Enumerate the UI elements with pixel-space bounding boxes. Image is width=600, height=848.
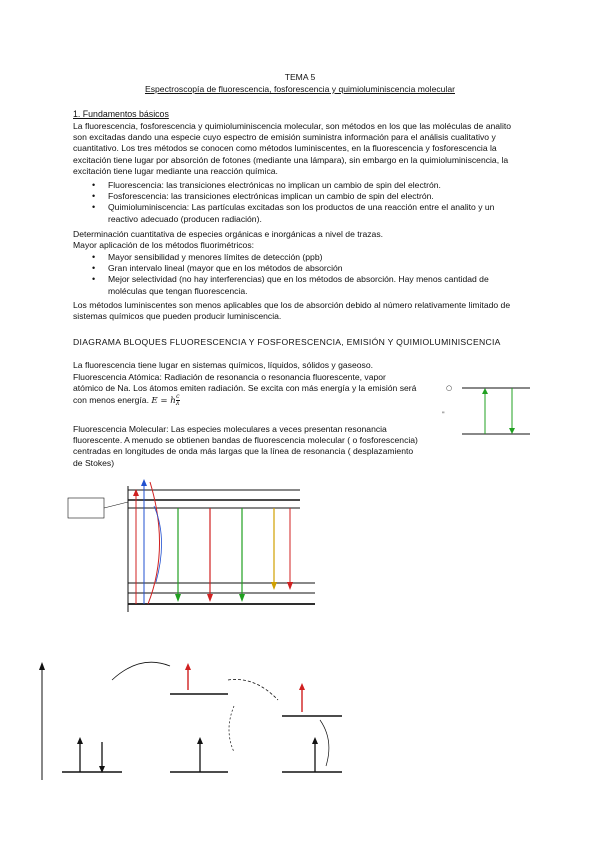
list-item: • Fosforescencia: las transiciones electrónicas implican un cambio de spin del electrón.: [92, 191, 522, 202]
molecular-fluorescence-paragraph: Fluorescencia Molecular: Las especies moleculares a veces presentan resonancia fluorescente. A menudo se obtienen bandas de fluorescencia molecular ( o fosforescencia) centradas en longitudes de onda más largas que la línea de resonancia ( desplazamiento de Stokes): [73, 424, 418, 468]
singlet-triplet-figure: [20, 640, 365, 790]
atomic-fluorescence-paragraph: [73, 372, 418, 408]
advantages-list: [92, 252, 522, 297]
section-heading-diagrama: DIAGRAMA BLOQUES FLUORESCENCIA Y FOSFORESCENCIA, EMISIÓN Y QUIMIOLUMINISCENCIA: [73, 337, 501, 347]
document-subtitle: Espectroscopía de fluorescencia, fosforescencia y quimioluminiscencia molecular: [144, 84, 455, 94]
list-item: • Mejor selectividad (no hay interferencias) que en los métodos de absorción. Hay menos cantidad de moléculas que tengan fluorescencia.: [92, 274, 522, 296]
list-item: • Mayor sensibilidad y menores límites de detección (ppb): [92, 252, 522, 263]
advantages-heading: Mayor aplicación de los métodos fluorimétricos:: [73, 240, 255, 250]
methods-list: [92, 180, 522, 225]
section-heading-fundamentos: 1. Fundamentos básicos: [73, 109, 169, 119]
formula-lhs: E = h: [151, 396, 176, 407]
label-3p: ○: [446, 384, 453, 392]
formula-denominator: λ: [175, 400, 180, 408]
closing-paragraph: Los métodos luminiscentes son menos aplicables que los de absorción debido al número relativamente limitado de sistemas químicos que pueden producir luminiscencia.: [73, 300, 511, 322]
list-item: • Fluorescencia: las transiciones electrónicas no implican un cambio de spin del electrón.: [92, 180, 522, 191]
traces-line: Determinación cuantitativa de especies orgánicas e inorgánicas a nivel de trazas.: [73, 229, 384, 239]
atomic-fluorescence-text: Fluorescencia Atómica: Radiación de resonancia o resonancia fluorescente, vapor atómico de Na. Los átomos emiten radiación. Se excita con más energía y la emisión será con menos energía.: [73, 372, 417, 406]
intro-paragraph: La fluorescencia, fosforescencia y quimioluminiscencia molecular, son métodos en los que las moléculas de analito son excitadas dando una especie cuyo espectro de emisión suministra información para el análisis cualitativo y cuantitativo. Los tres métodos se conocen como métodos luminiscentes, en la fluorescencia y fosforescencia la excitación tiene lugar por absorción de fotones (mediante una lámpara), sin embargo en la quimioluminiscencia, la excitación tiene lugar mediante una reacción química.: [73, 121, 512, 176]
formula-numerator: c: [176, 393, 180, 401]
tema-title: TEMA 5: [284, 72, 316, 82]
list-item: • Gran intervalo lineal (mayor que en los métodos de absorción: [92, 263, 522, 274]
planck-formula: [151, 393, 180, 408]
svg-text:": ": [442, 411, 445, 418]
energy-level-diagram: [60, 478, 390, 618]
list-item: • Quimioluminiscencia: Las partículas excitadas son los productos de una reacción entre el analito y un reactivo adecuado (producen radiación).: [92, 202, 522, 224]
fluorescence-systems: La fluorescencia tiene lugar en sistemas químicos, líquidos, sólidos y gaseoso.: [73, 360, 373, 370]
